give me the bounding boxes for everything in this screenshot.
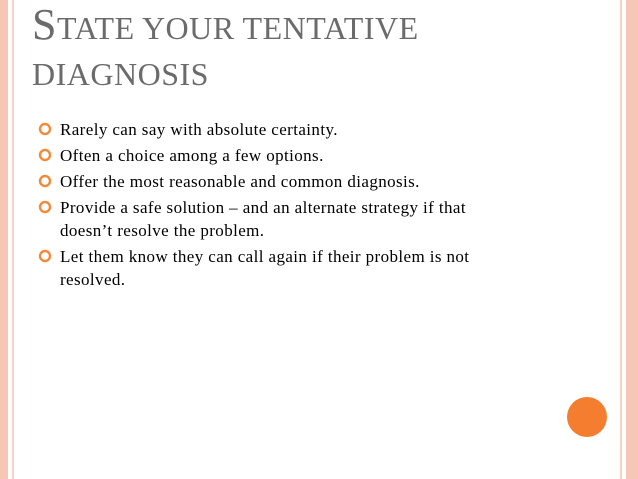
hollow-circle-bullet-icon xyxy=(38,200,52,214)
hollow-circle-bullet-icon xyxy=(38,249,52,263)
bullet-item xyxy=(38,144,498,167)
bullet-text: Often a choice among a few options. xyxy=(60,146,324,165)
right-border-stripe xyxy=(626,0,638,479)
hollow-circle-bullet-icon xyxy=(38,174,52,188)
bullet-item xyxy=(38,245,498,291)
bullet-item xyxy=(38,196,498,242)
title-initial-letter: S xyxy=(32,0,57,49)
bullet-text: Provide a safe solution – and an alternate strategy if that doesn’t resolve the problem. xyxy=(60,198,466,240)
slide-title xyxy=(32,2,592,97)
hollow-circle-bullet-icon xyxy=(38,122,52,136)
orange-accent-dot xyxy=(567,397,607,437)
bullet-list xyxy=(38,118,498,294)
bullet-text: Let them know they can call again if their problem is not resolved. xyxy=(60,247,470,289)
bullet-item xyxy=(38,170,498,193)
bullet-item xyxy=(38,118,498,141)
left-border-stripe xyxy=(0,0,8,479)
title-text: TATE YOUR TENTATIVE DIAGNOSIS xyxy=(32,10,419,92)
left-border-line xyxy=(12,0,14,479)
right-border-line xyxy=(620,0,622,479)
bullet-text: Offer the most reasonable and common diagnosis. xyxy=(60,172,420,191)
hollow-circle-bullet-icon xyxy=(38,148,52,162)
bullet-text: Rarely can say with absolute certainty. xyxy=(60,120,338,139)
